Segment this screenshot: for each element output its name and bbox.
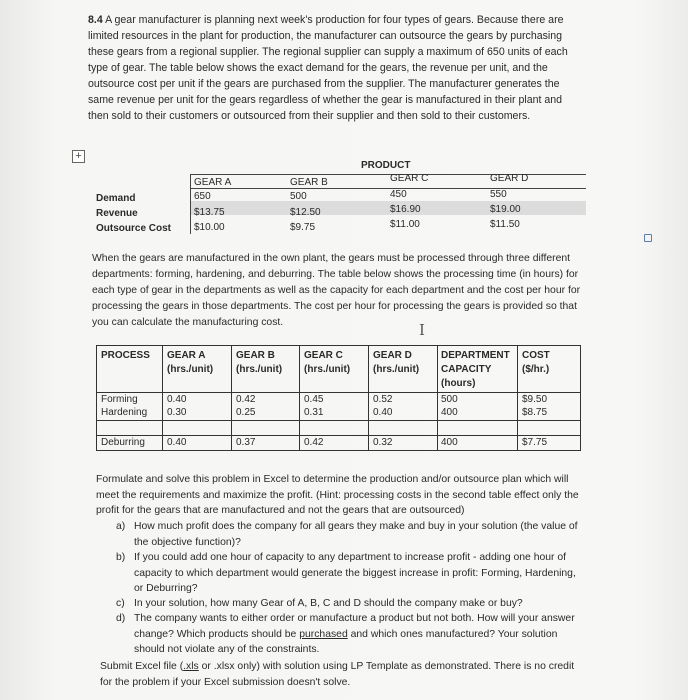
table-cell: 0.40 bbox=[167, 394, 187, 405]
gear-b-header: GEAR B bbox=[236, 350, 275, 361]
gear-d-header: GEAR D bbox=[373, 350, 412, 361]
table-cell: 450 bbox=[390, 189, 407, 200]
table-cell-box bbox=[299, 420, 369, 436]
row-label: Outsource Cost bbox=[96, 223, 172, 234]
table-row-highlight bbox=[190, 201, 586, 215]
table-cell-box bbox=[368, 420, 438, 436]
table-cell: 500 bbox=[441, 394, 458, 405]
table-cell: 400 bbox=[441, 437, 458, 448]
gear-a-unit: (hrs./unit) bbox=[167, 364, 214, 375]
question-a: How much profit does the company for all gears they make and buy in your solution (the value of the objective function)? bbox=[134, 521, 578, 548]
table-cell-box bbox=[162, 420, 232, 436]
question-label: d) bbox=[116, 613, 126, 624]
column-header: GEAR C bbox=[390, 173, 429, 184]
column-header: GEAR B bbox=[290, 177, 328, 188]
process-name: Forming bbox=[101, 394, 138, 405]
table-cell: 0.31 bbox=[304, 407, 324, 418]
submission-text-end: or .xlsx only) with solution using LP Template as demonstrated. There is no credit for the problem if your Excel submission doesn't solve. bbox=[100, 661, 575, 688]
table-cell: 0.42 bbox=[236, 394, 256, 405]
question-d-text: The company wants to either order or manufacture a product but not both. How will your answer change? Which products should be bbox=[134, 613, 575, 640]
gear-b-unit: (hrs./unit) bbox=[236, 364, 283, 375]
row-label: Demand bbox=[96, 193, 136, 204]
text-cursor-icon: I bbox=[419, 321, 425, 339]
process-name: Deburring bbox=[101, 437, 145, 448]
table-cell: 550 bbox=[490, 189, 507, 200]
question-label: a) bbox=[116, 521, 126, 532]
scroll-marker-icon[interactable] bbox=[644, 234, 652, 242]
capacity-unit: (hours) bbox=[441, 378, 476, 389]
table-cell: 500 bbox=[290, 191, 307, 202]
question-label: c) bbox=[116, 598, 125, 609]
capacity-header-2: CAPACITY bbox=[441, 364, 492, 375]
table-cell: $10.00 bbox=[194, 222, 225, 233]
gear-a-header: GEAR A bbox=[167, 350, 206, 361]
table-cell-box bbox=[96, 420, 163, 436]
column-header: GEAR D bbox=[490, 173, 529, 184]
table-cell: 0.25 bbox=[236, 407, 256, 418]
table-cell: $9.75 bbox=[290, 222, 316, 233]
row-label: Revenue bbox=[96, 208, 138, 219]
process-header: PROCESS bbox=[101, 350, 150, 361]
product-header: PRODUCT bbox=[361, 160, 411, 171]
table-cell: 0.32 bbox=[373, 437, 393, 448]
table-cell: $8.75 bbox=[522, 407, 548, 418]
purchased-link: purchased bbox=[299, 628, 348, 640]
capacity-header: DEPARTMENT bbox=[441, 350, 510, 361]
table-cell: $7.75 bbox=[522, 437, 548, 448]
table-divider bbox=[190, 174, 191, 234]
xls-extension: .xls bbox=[183, 661, 199, 672]
table-cell: 0.40 bbox=[167, 437, 187, 448]
table-cell: 0.40 bbox=[373, 407, 393, 418]
table-cell-box bbox=[231, 420, 300, 436]
table-cell: $19.00 bbox=[490, 204, 521, 215]
submission-text: Submit Excel file ( bbox=[100, 661, 184, 672]
table-cell: 0.45 bbox=[304, 394, 324, 405]
column-header: GEAR A bbox=[194, 177, 232, 188]
table-cell: $16.90 bbox=[390, 204, 421, 215]
table-cell: 0.30 bbox=[167, 407, 187, 418]
table-cell-box bbox=[517, 420, 581, 436]
question-c: In your solution, how many Gear of A, B, C and D should the company make or buy? bbox=[134, 598, 523, 609]
table-cell: $9.50 bbox=[522, 394, 548, 405]
cost-unit: ($/hr.) bbox=[522, 364, 550, 375]
processing-paragraph: When the gears are manufactured in the own plant, the gears must be processed through three different departments: forming, hardening, and deburring. The table below shows the processing time (in hours) for each type of gear in the departments as well as the capacity for each department and the cost per hour for processing the gears in those departments. The cost per hour for processing the gears is provided so that you can calculate the manufacturing cost. bbox=[92, 253, 581, 328]
cost-header: COST bbox=[522, 350, 550, 361]
table-divider bbox=[190, 188, 586, 189]
question-b: If you could add one hour of capacity to any department to increase profit - adding one hour of capacity to which department would generate the biggest increase in profit: Forming, Hardening, or Deburring? bbox=[134, 552, 576, 594]
instructions-paragraph: Formulate and solve this problem in Excel to determine the production and/or outsource plan which will meet the requirements and maximize the profit. (Hint: processing costs in the second table effect only the profit for the gears that are manufactured and not the gears that are outsourced) bbox=[96, 474, 579, 516]
table-cell: $11.50 bbox=[490, 219, 520, 230]
problem-intro-text: A gear manufacturer is planning next week's production for four types of gears. Because there are limited resources in the plant for production, the manufacturer can outsource the gears by purchasing these gears from a regional supplier. The regional supplier can supply a maximum of 650 units of each type of gear. The table below shows the exact demand for the gears, the revenue per unit, and the outsource cost per unit if the gears are purchased from the supplier. The manufacturer generates the same revenue per unit for the gears regardless of whether the gear is manufactured in their plant and then sold to their customers or outsourced from their supplier and then sold to their customers. bbox=[88, 14, 568, 122]
gear-c-unit: (hrs./unit) bbox=[304, 364, 351, 375]
gear-c-header: GEAR C bbox=[304, 350, 343, 361]
gear-d-unit: (hrs./unit) bbox=[373, 364, 420, 375]
table-cell: 650 bbox=[194, 191, 211, 202]
table-cell: 0.37 bbox=[236, 437, 256, 448]
table-cell: $12.50 bbox=[290, 207, 321, 218]
table-cell: 0.52 bbox=[373, 394, 393, 405]
table-cell: $13.75 bbox=[194, 207, 225, 218]
submission-note bbox=[100, 659, 580, 690]
problem-number: 8.4 bbox=[88, 14, 103, 26]
table-cell-box bbox=[437, 420, 518, 436]
problem-intro bbox=[88, 12, 580, 124]
question-label: b) bbox=[116, 552, 126, 563]
question-d-text-end: and which ones manufactured? Your solution should not violate any of the constraints. bbox=[134, 628, 558, 655]
table-cell: 0.42 bbox=[304, 437, 324, 448]
table-cell: 400 bbox=[441, 407, 458, 418]
question-d bbox=[134, 611, 582, 658]
expand-icon[interactable]: + bbox=[72, 150, 85, 163]
table-cell: $11.00 bbox=[390, 219, 420, 230]
process-name: Hardening bbox=[101, 407, 148, 418]
